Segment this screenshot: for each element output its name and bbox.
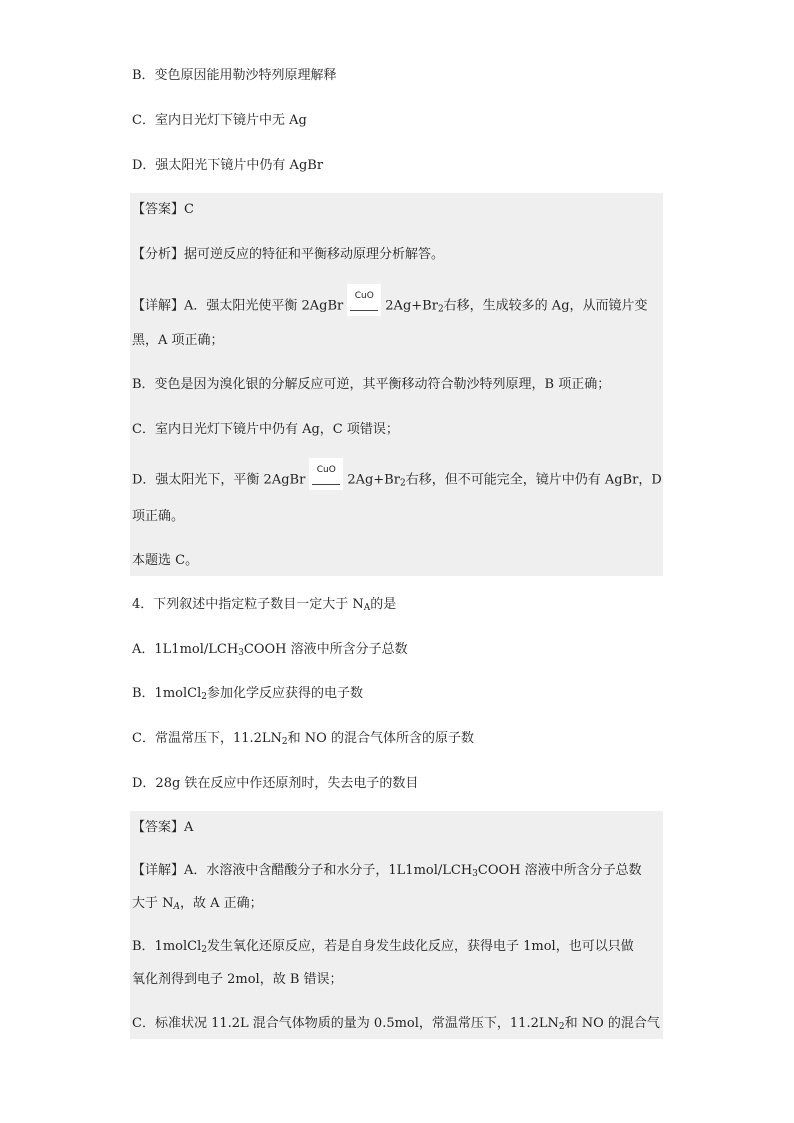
subscript: A [173, 902, 181, 912]
q3-detail-a-formula: 2Ag+Br [385, 298, 438, 314]
subscript: 3 [472, 869, 478, 879]
q4-detail-b-text: B．1molCl [132, 939, 202, 954]
q3-detail-c: C．室内日光灯下镜片中仍有 Ag，C 项错误； [132, 422, 399, 437]
q4-detail-c-end: 和 NO 的混合气 [564, 1016, 660, 1031]
q4-option-a-text: A．1L1mol/LCH [132, 642, 239, 657]
q4-detail-b-line2: 氧化剂得到电子 2mol，故 B 错误； [132, 972, 343, 987]
q4-detail-c-text: C．标准状况 11.2L 混合气体物质的量为 0.5mol，常温常压下，11.2LN [132, 1016, 559, 1031]
q3-detail-b: B．变色是因为溴化银的分解反应可逆，其平衡移动符合勒沙特列原理，B 项正确； [132, 377, 611, 392]
q3-detail-a-line2: 黑，A 项正确； [132, 333, 224, 348]
q3-detail-d-pre: D．强太阳光下，平衡 2AgBr [132, 472, 306, 488]
q4-stem-text: 4．下列叙述中指定粒子数目一定大于 N [132, 597, 364, 612]
q4-option-a [132, 640, 408, 660]
q4-detail-b-end: 发生氧化还原反应，若是自身发生歧化反应，获得电子 1mol，也可以只做 [206, 939, 634, 954]
q4-option-b-text: B．1molCl [132, 686, 202, 701]
q3-detail-a-pre: 【详解】A．强太阳光使平衡 2AgBr [132, 298, 344, 314]
q3-conclusion: 本题选 C。 [132, 553, 199, 568]
q4-option-b [132, 684, 363, 704]
q3-detail-a-tail: 右移，生成较多的 Ag，从而镜片变 [443, 298, 648, 314]
q3-detail-d-line2: 项正确。 [132, 509, 185, 524]
q3-option-c: C．室内日光灯下镜片中无 Ag [132, 113, 307, 128]
q4-stem [132, 595, 396, 615]
q4-option-b-end: 参加化学反应获得的电子数 [206, 686, 363, 701]
subscript: 2 [201, 945, 207, 955]
subscript: A [363, 603, 371, 613]
q4-detail-a-text: 【详解】A．水溶液中含醋酸分子和水分子，1L1mol/LCH [132, 863, 473, 878]
q4-detail-b [132, 937, 634, 957]
q4-answer: 【答案】A [132, 820, 194, 835]
subscript: 2 [437, 304, 444, 315]
q4-option-d: D．28g 铁在反应中作还原剂时，失去电子的数目 [132, 776, 419, 791]
q4-detail-a-end: COOH 溶液中所含分子总数 [477, 863, 642, 878]
q4-option-a-end: COOH 溶液中所含分子总数 [243, 642, 408, 657]
catalyst-arrow [309, 465, 343, 490]
q4-option-c-text: C．常温常压下，11.2LN [132, 731, 282, 746]
q4-detail-a-line2-text: 大于 N [132, 896, 174, 911]
q3-detail-a [132, 291, 648, 317]
q3-detail-d-tail: 右移，但不可能完全，镜片中仍有 AgBr，D [405, 472, 662, 488]
q3-analysis: 【分析】据可逆反应的特征和平衡移动原理分析解答。 [132, 247, 445, 262]
subscript: 2 [281, 737, 288, 747]
subscript: 2 [201, 692, 207, 702]
catalyst-label: CuO [316, 465, 336, 475]
subscript: 3 [238, 648, 244, 658]
subscript: 2 [399, 478, 406, 489]
q4-detail-a [132, 861, 642, 881]
catalyst-arrow [347, 291, 381, 316]
q4-option-c-end: 和 NO 的混合气体所含的原子数 [287, 731, 474, 746]
answer-block-q4 [130, 811, 663, 1039]
q3-detail-d [132, 465, 662, 491]
q4-detail-a-line2 [132, 894, 263, 914]
q4-stem-end: 的是 [370, 597, 397, 612]
catalyst-label: CuO [354, 291, 374, 301]
q3-detail-d-formula: 2Ag+Br [347, 472, 400, 488]
q4-detail-c [132, 1014, 660, 1034]
q4-option-c [132, 729, 474, 749]
q3-answer: 【答案】C [132, 202, 194, 217]
q4-detail-a-line2-end: ，故 A 正确； [180, 896, 263, 911]
q3-option-b: B．变色原因能用勒沙特列原理解释 [132, 68, 337, 83]
subscript: 2 [558, 1022, 565, 1032]
q3-option-d: D．强太阳光下镜片中仍有 AgBr [132, 158, 324, 173]
